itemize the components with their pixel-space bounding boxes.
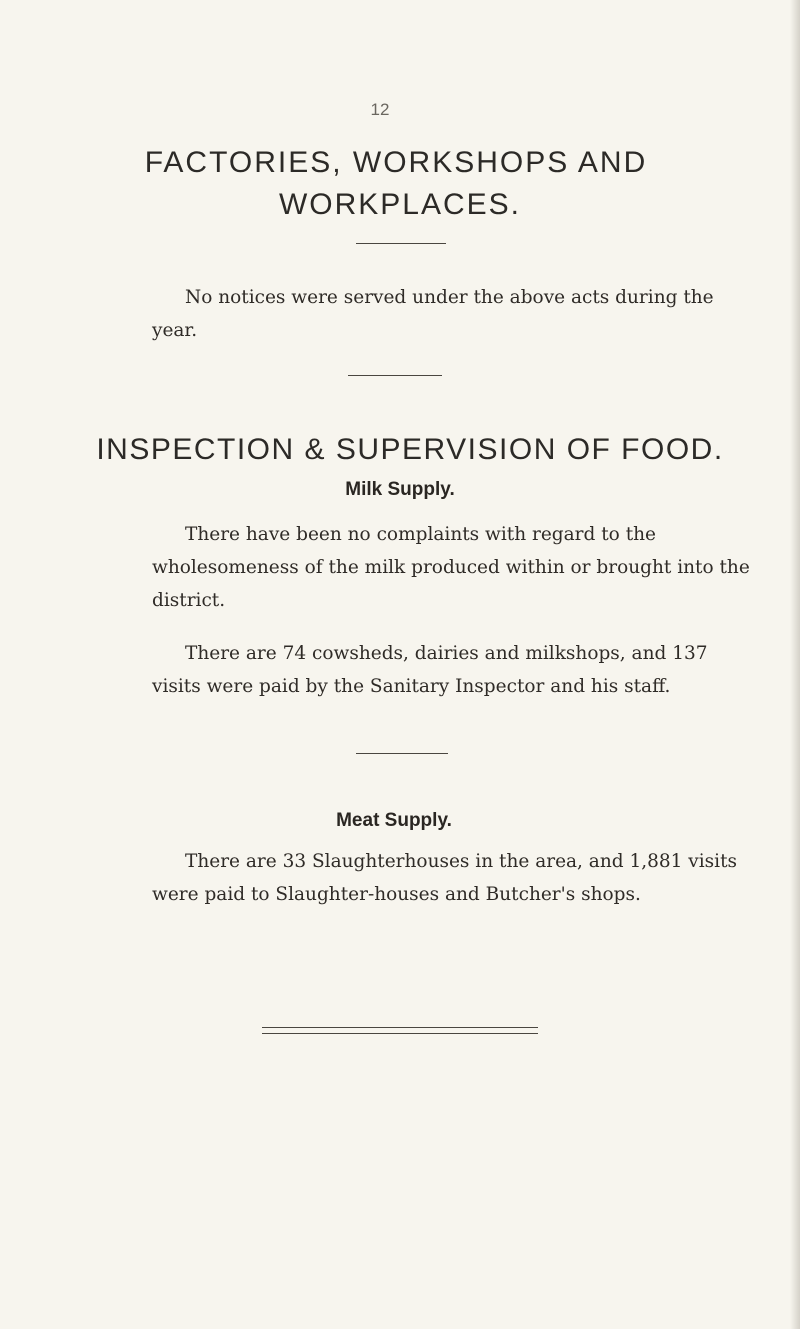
double-rule-bottom [262, 1033, 538, 1034]
page-edge-shadow [790, 0, 800, 1329]
section-title-food-inspection: INSPECTION & SUPERVISION OF FOOD. [96, 433, 724, 466]
divider-rule [356, 753, 448, 754]
section-title-factories-line2: WORKPLACES. [278, 188, 522, 221]
milk-paragraph-1: There have been no complaints with regard to the wholesomeness of the milk produced within or brought into the district. [152, 524, 750, 611]
factories-paragraph: No notices were served under the above acts during the year. [152, 287, 714, 341]
divider-rule [348, 375, 442, 376]
meat-supply-heading: Meat Supply. [336, 810, 452, 831]
milk-paragraph-2: There are 74 cowsheds, dairies and milkshops, and 137 visits were paid by the Sanitary Inspector and his staff. [152, 643, 708, 697]
meat-paragraph: There are 33 Slaughterhouses in the area, and 1,881 visits were paid to Slaughter-houses and Butcher's shops. [152, 851, 738, 905]
double-rule-top [262, 1027, 538, 1028]
milk-supply-heading: Milk Supply. [345, 479, 455, 500]
section-title-factories-line1: FACTORIES, WORKSHOPS AND [144, 146, 648, 179]
page-number: 12 [370, 100, 390, 119]
divider-rule [356, 243, 446, 244]
